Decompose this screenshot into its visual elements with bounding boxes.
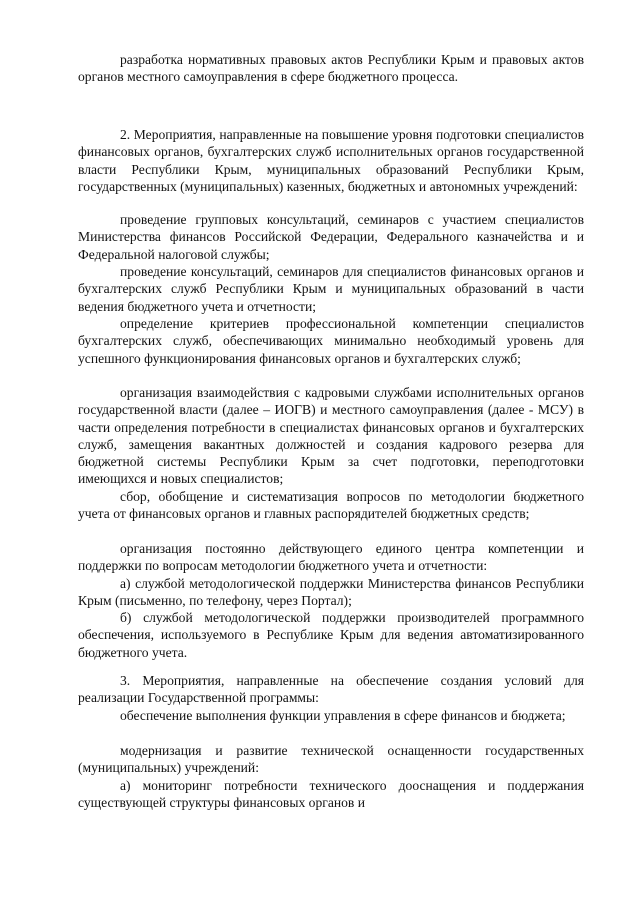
- paragraph-management-function: обеспечение выполнения функции управления в сфере финансов и бюджета;: [120, 708, 566, 723]
- paragraph-section-2: 2. Мероприятия, направленные на повышение уровня подготовки специалистов финансовых органов, бухгалтерских служб исполнительных органов государственной власти Республики Крым, муниципальных образований Республики Крым, государственных (муниципальных) казенных, бюджетных и автономных учреждений:: [78, 127, 584, 194]
- paragraph-ministry-support: а) службой методологической поддержки Министерства финансов Республики Крым (письменно, по телефону, через Портал);: [78, 576, 584, 609]
- paragraph-intro: разработка нормативных правовых актов Республики Крым и правовых актов органов местного самоуправления в сфере бюджетного процесса.: [78, 52, 584, 85]
- paragraph-competence-criteria: определение критериев профессиональной компетенции специалистов бухгалтерских служб, обеспечивающих минимально необходимый уровень для успешного функционирования финансовых органов и бухгалтерских служб;: [78, 316, 584, 366]
- paragraph-monitoring: а) мониторинг потребности технического дооснащения и поддержания существующей структуры финансовых органов и: [78, 778, 584, 811]
- paragraph-methodology-questions: сбор, обобщение и систематизация вопросов по методологии бюджетного учета от финансовых органов и главных распорядителей бюджетных средств;: [78, 489, 584, 522]
- paragraph-modernization: модернизация и развитие технической оснащенности государственных (муниципальных) учреждений:: [78, 743, 584, 776]
- paragraph-hr-cooperation: организация взаимодействия с кадровыми службами исполнительных органов государственной власти (далее – ИОГВ) и местного самоуправления (далее - МСУ) в части определения потребности в специалистах финансовых органов и бухгалтерских служб, замещения вакантных должностей и создания кадрового резерва для бюджетной системы Республики Крым за счет подготовки, переподготовки имеющихся и новых специалистов;: [78, 385, 584, 487]
- paragraph-competence-center: организация постоянно действующего единого центра компетенции и поддержки по вопросам методологии бюджетного учета и отчетности:: [78, 541, 584, 574]
- paragraph-software-support: б) службой методологической поддержки производителей программного обеспечения, используемого в Республике Крым для ведения автоматизированного бюджетного учета.: [78, 610, 584, 660]
- paragraph-seminars: проведение консультаций, семинаров для специалистов финансовых органов и бухгалтерских служб Республики Крым и муниципальных образований в части ведения бюджетного учета и отчетности;: [78, 264, 584, 314]
- paragraph-group-consultations: проведение групповых консультаций, семинаров с участием специалистов Министерства финансов Российской Федерации, Федерального казначейства и и Федеральной налоговой службы;: [78, 212, 584, 262]
- paragraph-section-3: 3. Мероприятия, направленные на обеспечение создания условий для реализации Государственной программы:: [78, 673, 584, 706]
